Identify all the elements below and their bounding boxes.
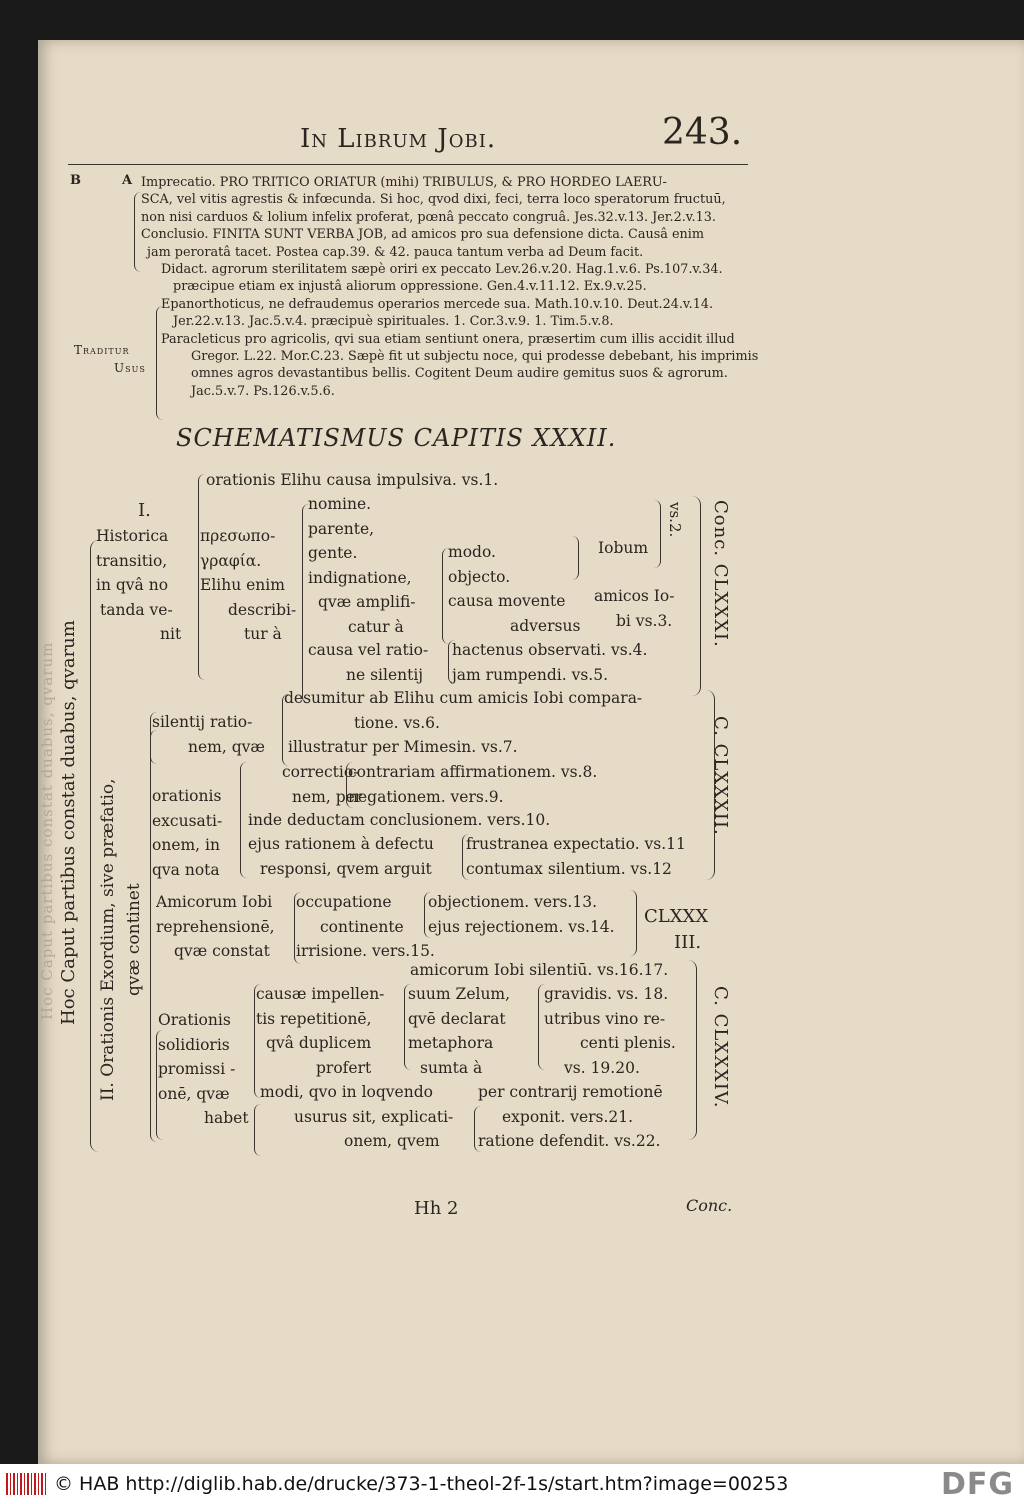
affirmatio: contrariam affirmationem. vs.8. negationem. vers.9. — [348, 763, 598, 806]
silentij-ratio: silentij ratio- nem, qvæ — [152, 713, 265, 756]
suum-zelum: suum Zelum, qvē declarat metaphora sumta à — [408, 985, 511, 1077]
marker-b: B — [70, 173, 81, 188]
causa-ratione: causa vel ratio- ne silentij — [308, 641, 429, 684]
orationis-solidioris: Orationis solidioris promissi - onē, qvæ habet — [158, 1011, 249, 1127]
text-line: SCA, vel vitis agrestis & infœcunda. Si hoc, qvod dixi, feci, terra loco speratorum fructuū, — [141, 192, 726, 208]
commentary-block — [141, 174, 758, 400]
prosopographia: πρεσωπο- γραφία. Elihu enim describi- tur à — [200, 527, 297, 643]
brace — [688, 960, 697, 1140]
text-line: jam peroratâ tacet. Postea cap.39. & 42. pauca tantum verba ad Deum facit. — [147, 244, 644, 260]
header-rule — [68, 164, 748, 165]
desumitur: desumitur ab Elihu cum amicis Iobi compara- tione. vs.6. illustratur per Mimesin. vs.7. — [284, 689, 643, 756]
brace — [692, 496, 701, 696]
traditur-label: Traditur — [74, 343, 130, 357]
conc-184: C. CLXXXIV. — [710, 986, 731, 1109]
iobum-label: Iobum — [598, 539, 649, 557]
indignatio-object: modo. objecto. causa movente adversus — [448, 543, 581, 635]
objectionem: objectionem. vers.13. ejus rejectionem. vs.14. — [428, 893, 615, 936]
conc-182: C. CLXXXII. — [710, 716, 731, 836]
text-line: Conclusio. FINITA SUNT VERBA JOB, ad amicos pro sua defensione dicta. Causâ enim — [141, 227, 705, 243]
modi-loqvendi: modi, qvo in loqvendo usurus sit, explicati- onem, qvem — [260, 1083, 454, 1150]
causae-impellentis: causæ impellen- tis repetitionē, qvâ duplicem profert — [256, 985, 385, 1077]
elihu-attributes: nomine. parente, gente. indignatione, qvæ amplifi- catur à — [308, 495, 416, 636]
vs2-label: vs.2. — [666, 502, 684, 538]
text-line: Jer.22.v.13. Jac.5.v.4. præcipuè spirituales. 1. Cor.3.v.9. 1. Tim.5.v.8. — [173, 314, 614, 330]
text-line: Imprecatio. PRO TRITICO ORIATUR (mihi) TRIBULUS, & PRO HORDEO LAERU- — [141, 175, 667, 190]
part-i-numeral: I. — [138, 500, 151, 521]
brace — [572, 536, 579, 580]
silentii-rationes: hactenus observati. vs.4. jam rumpendi. vs.5. — [452, 641, 648, 684]
amicorum-reprehensio: Amicorum Iobi reprehensionē, qvæ constat — [156, 893, 275, 960]
conc-183: CLXXX III. — [644, 906, 709, 953]
ejus-rationem: ejus rationem à defectu responsi, qvem arguit — [248, 835, 434, 878]
contrarij-remotio: per contrarij remotionē exponit. vers.21. ratione defendit. vs.22. — [478, 1083, 663, 1150]
brace — [630, 890, 637, 956]
barcode-icon — [6, 1473, 46, 1495]
brace — [654, 500, 661, 568]
schematismus-title: SCHEMATISMUS CAPITIS XXXII. — [176, 424, 617, 452]
silentium-line: amicorum Iobi silentiū. vs.16.17. — [410, 961, 669, 979]
text-line: Didact. agrorum sterilitatem sæpè oriri ex peccato Lev.26.v.20. Hag.1.v.6. Ps.107.v.34. — [161, 262, 723, 278]
usus-label: Usus — [114, 361, 146, 375]
orationis-excusationem: orationis excusati- onem, in qva nota — [152, 787, 223, 879]
rotated-main-heading: Hoc Caput partibus constat duabus, qvarum — [58, 620, 79, 1026]
historica-label: Historica transitio, in qvâ no tanda ve- nit — [96, 527, 182, 643]
text-line: Jac.5.v.7. Ps.126.v.5.6. — [191, 383, 335, 399]
occupatione: occupatione continente irrisione. vers.15. — [296, 893, 435, 960]
impulsiva-line: orationis Elihu causa impulsiva. vs.1. — [206, 471, 499, 489]
dfg-logo: DFG — [940, 1466, 1014, 1502]
text-line: omnes agros devastantibus bellis. Cogitent Deum audire gemitus suos & agrorum. — [191, 366, 728, 382]
conclusio: inde deductam conclusionem. vers.10. — [248, 811, 551, 829]
text-line: Gregor. L.22. Mor.C.23. Sæpè fit ut subjectu noce, qui prodesse debebant, his imprimis — [191, 349, 759, 365]
catchword: Conc. — [686, 1196, 733, 1215]
correctionem: correctio- nem, per — [282, 763, 363, 806]
copyright-link[interactable]: © HAB http://diglib.hab.de/drucke/373-1-theol-2f-1s/start.htm?image=00253 — [54, 1473, 789, 1495]
bleed-through-text: Hoc Caput partibus constat duabus, qvarum — [38, 641, 56, 1020]
viewer-info-bar — [0, 1464, 1024, 1504]
running-title: In Librum Jobi. — [300, 124, 497, 154]
brace — [134, 192, 141, 272]
text-line: Epanorthoticus, ne defraudemus operarios mercede sua. Math.10.v.10. Deut.24.v.14. — [161, 296, 714, 312]
conc-181: Conc. CLXXXI. — [710, 500, 731, 648]
signature-mark: Hh 2 — [414, 1198, 459, 1219]
amicos-iobi: amicos Io- bi vs.3. — [594, 587, 675, 630]
text-line: non nisi carduos & lolium infelix proferat, pœnâ peccato congruâ. Jes.32.v.13. Jer.2.v.13. — [141, 209, 716, 225]
rotated-part-ii-sub: qvæ continet — [124, 883, 144, 997]
rotated-part-ii-heading: II. Orationis Exordium, sive præfatio, — [98, 778, 118, 1102]
expectatio: frustranea expectatio. vs.11 contumax silentium. vs.12 — [466, 835, 686, 878]
book-page — [38, 40, 1024, 1464]
utribus: gravidis. vs. 18. utribus vino re- centi plenis. vs. 19.20. — [544, 985, 676, 1077]
page-number: 243. — [662, 112, 743, 153]
text-line: præcipue etiam ex injustâ aliorum oppressione. Gen.4.v.11.12. Ex.9.v.25. — [173, 279, 647, 295]
text-line: Paracleticus pro agricolis, qvi sua etiam sentiunt onera, præsertim cum illis accidit illud — [161, 331, 735, 347]
marker-a: A — [122, 173, 133, 188]
